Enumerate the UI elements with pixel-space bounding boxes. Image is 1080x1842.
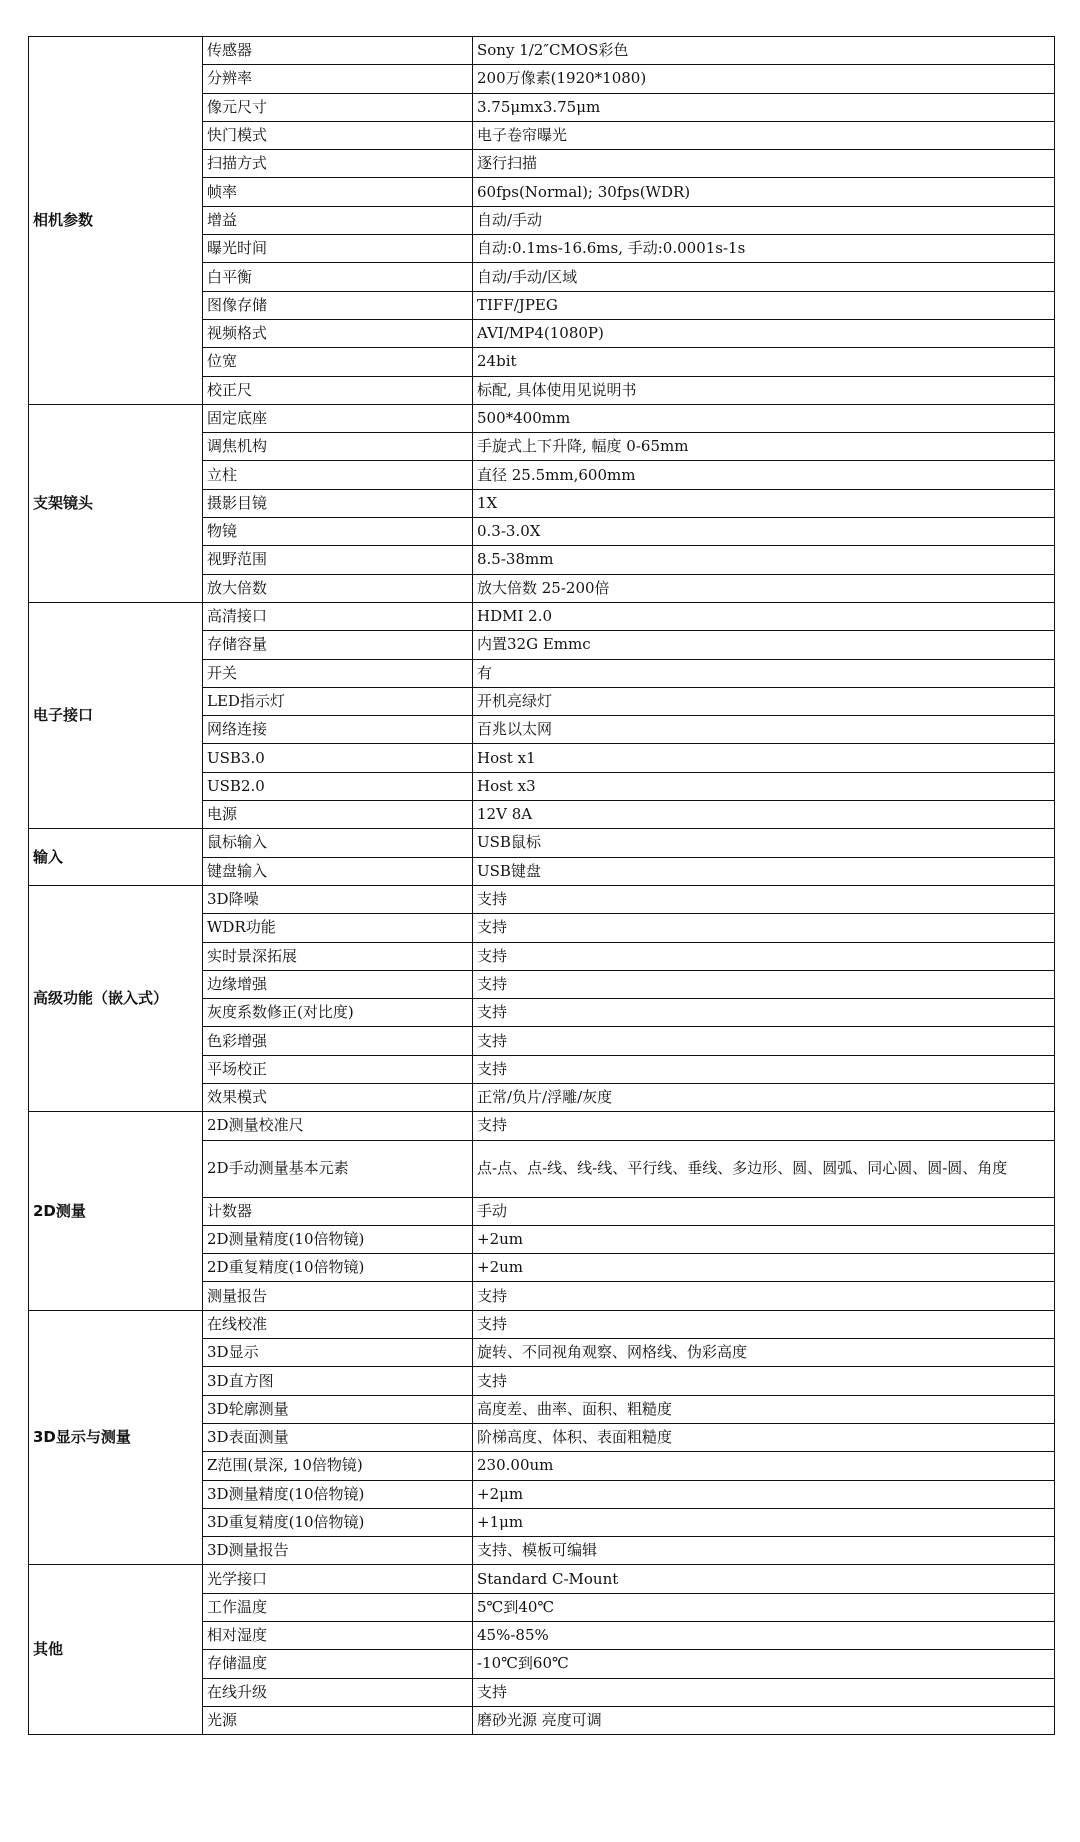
param-label: 相对湿度 [203, 1622, 473, 1650]
param-value: 支持 [473, 970, 1055, 998]
param-value: 支持 [473, 1310, 1055, 1338]
table-row [29, 1310, 1055, 1338]
param-label: LED指示灯 [203, 687, 473, 715]
param-label: USB2.0 [203, 772, 473, 800]
category-cell: 其他 [29, 1565, 203, 1735]
param-value: 阶梯高度、体积、表面粗糙度 [473, 1423, 1055, 1451]
param-label: 在线升级 [203, 1678, 473, 1706]
param-label: 键盘输入 [203, 857, 473, 885]
param-value: 手动 [473, 1197, 1055, 1225]
param-label: 光源 [203, 1706, 473, 1734]
param-value: Sony 1/2″CMOS彩色 [473, 37, 1055, 65]
param-value: 12V 8A [473, 801, 1055, 829]
param-label: 平场校正 [203, 1055, 473, 1083]
category-cell: 2D测量 [29, 1112, 203, 1310]
param-value: 手旋式上下升降, 幅度 0-65mm [473, 433, 1055, 461]
param-label: Z范围(景深, 10倍物镜) [203, 1452, 473, 1480]
param-label: 在线校准 [203, 1310, 473, 1338]
param-value: 支持 [473, 942, 1055, 970]
param-label: 3D轮廓测量 [203, 1395, 473, 1423]
param-label: 鼠标输入 [203, 829, 473, 857]
param-value: 高度差、曲率、面积、粗糙度 [473, 1395, 1055, 1423]
param-label: 光学接口 [203, 1565, 473, 1593]
param-value: +2um [473, 1225, 1055, 1253]
param-value: HDMI 2.0 [473, 602, 1055, 630]
param-label: 分辨率 [203, 65, 473, 93]
category-cell: 电子接口 [29, 602, 203, 828]
param-label: 快门模式 [203, 121, 473, 149]
param-label: 固定底座 [203, 404, 473, 432]
param-value: Host x1 [473, 744, 1055, 772]
table-row [29, 885, 1055, 913]
param-value: 标配, 具体使用见说明书 [473, 376, 1055, 404]
param-value: 500*400mm [473, 404, 1055, 432]
param-label: 测量报告 [203, 1282, 473, 1310]
param-value: 自动/手动/区域 [473, 263, 1055, 291]
param-label: 立柱 [203, 461, 473, 489]
param-label: 3D重复精度(10倍物镜) [203, 1508, 473, 1536]
param-value: 开机亮绿灯 [473, 687, 1055, 715]
param-label: 工作温度 [203, 1593, 473, 1621]
param-label: 高清接口 [203, 602, 473, 630]
param-label: 增益 [203, 206, 473, 234]
param-value: 5℃到40℃ [473, 1593, 1055, 1621]
table-row [29, 602, 1055, 630]
param-label: 物镜 [203, 518, 473, 546]
param-value: 有 [473, 659, 1055, 687]
table-row [29, 1112, 1055, 1140]
param-value: -10℃到60℃ [473, 1650, 1055, 1678]
table-row [29, 404, 1055, 432]
table-row [29, 1565, 1055, 1593]
param-value: USB鼠标 [473, 829, 1055, 857]
param-value: 1X [473, 489, 1055, 517]
param-value: 百兆以太网 [473, 716, 1055, 744]
param-label: 网络连接 [203, 716, 473, 744]
category-cell: 3D显示与测量 [29, 1310, 203, 1565]
param-value: 自动/手动 [473, 206, 1055, 234]
category-cell: 支架镜头 [29, 404, 203, 602]
param-label: 视频格式 [203, 319, 473, 347]
param-label: 3D表面测量 [203, 1423, 473, 1451]
param-value: 支持、模板可编辑 [473, 1537, 1055, 1565]
param-label: 扫描方式 [203, 150, 473, 178]
spec-table-body [29, 37, 1055, 1735]
param-value: USB键盘 [473, 857, 1055, 885]
param-label: 存储温度 [203, 1650, 473, 1678]
param-value: +1μm [473, 1508, 1055, 1536]
param-value: 支持 [473, 914, 1055, 942]
param-value: 正常/负片/浮雕/灰度 [473, 1083, 1055, 1111]
param-label: 白平衡 [203, 263, 473, 291]
param-value: 支持 [473, 1112, 1055, 1140]
param-value: +2um [473, 1254, 1055, 1282]
param-value: 支持 [473, 1282, 1055, 1310]
param-label: 图像存储 [203, 291, 473, 319]
param-label: 3D测量精度(10倍物镜) [203, 1480, 473, 1508]
param-value: 支持 [473, 999, 1055, 1027]
param-label: 摄影目镜 [203, 489, 473, 517]
category-cell: 输入 [29, 829, 203, 886]
param-label: 开关 [203, 659, 473, 687]
param-label: 曝光时间 [203, 235, 473, 263]
param-label: 色彩增强 [203, 1027, 473, 1055]
param-label: 调焦机构 [203, 433, 473, 461]
table-row [29, 37, 1055, 65]
table-row [29, 829, 1055, 857]
param-value: 自动:0.1ms-16.6ms, 手动:0.0001s-1s [473, 235, 1055, 263]
param-label: 放大倍数 [203, 574, 473, 602]
param-label: 边缘增强 [203, 970, 473, 998]
param-value: 支持 [473, 1367, 1055, 1395]
param-value: 旋转、不同视角观察、网格线、伪彩高度 [473, 1339, 1055, 1367]
param-label: 2D手动测量基本元素 [203, 1140, 473, 1197]
param-value: 3.75μmx3.75μm [473, 93, 1055, 121]
param-value: 支持 [473, 1027, 1055, 1055]
param-label: 3D直方图 [203, 1367, 473, 1395]
param-value: AVI/MP4(1080P) [473, 319, 1055, 347]
param-label: 传感器 [203, 37, 473, 65]
param-value: TIFF/JPEG [473, 291, 1055, 319]
param-label: USB3.0 [203, 744, 473, 772]
param-value: 支持 [473, 1055, 1055, 1083]
param-value: 磨砂光源 亮度可调 [473, 1706, 1055, 1734]
param-label: 视野范围 [203, 546, 473, 574]
param-label: 帧率 [203, 178, 473, 206]
param-value: 24bit [473, 348, 1055, 376]
param-value: 内置32G Emmc [473, 631, 1055, 659]
param-value: +2μm [473, 1480, 1055, 1508]
param-label: 2D测量校准尺 [203, 1112, 473, 1140]
param-label: 3D测量报告 [203, 1537, 473, 1565]
param-value: 0.3-3.0X [473, 518, 1055, 546]
category-cell: 高级功能（嵌入式） [29, 885, 203, 1111]
param-label: 实时景深拓展 [203, 942, 473, 970]
param-label: 2D测量精度(10倍物镜) [203, 1225, 473, 1253]
param-value: Standard C-Mount [473, 1565, 1055, 1593]
param-value: 支持 [473, 1678, 1055, 1706]
param-value: 230.00um [473, 1452, 1055, 1480]
param-value: 逐行扫描 [473, 150, 1055, 178]
param-label: 电源 [203, 801, 473, 829]
param-value: 电子卷帘曝光 [473, 121, 1055, 149]
param-value: 直径 25.5mm,600mm [473, 461, 1055, 489]
param-label: 效果模式 [203, 1083, 473, 1111]
param-label: 像元尺寸 [203, 93, 473, 121]
param-label: 3D显示 [203, 1339, 473, 1367]
param-value: 点-点、点-线、线-线、平行线、垂线、多边形、圆、圆弧、同心圆、圆-圆、角度 [473, 1140, 1055, 1197]
param-label: 位宽 [203, 348, 473, 376]
spec-table [28, 36, 1055, 1735]
param-value: 放大倍数 25-200倍 [473, 574, 1055, 602]
param-value: 8.5-38mm [473, 546, 1055, 574]
param-label: 灰度系数修正(对比度) [203, 999, 473, 1027]
param-value: 45%-85% [473, 1622, 1055, 1650]
param-label: 2D重复精度(10倍物镜) [203, 1254, 473, 1282]
category-cell: 相机参数 [29, 37, 203, 405]
param-label: 3D降噪 [203, 885, 473, 913]
param-value: 200万像素(1920*1080) [473, 65, 1055, 93]
param-label: 计数器 [203, 1197, 473, 1225]
param-label: 存储容量 [203, 631, 473, 659]
param-label: WDR功能 [203, 914, 473, 942]
param-value: 60fps(Normal); 30fps(WDR) [473, 178, 1055, 206]
param-value: Host x3 [473, 772, 1055, 800]
param-label: 校正尺 [203, 376, 473, 404]
param-value: 支持 [473, 885, 1055, 913]
